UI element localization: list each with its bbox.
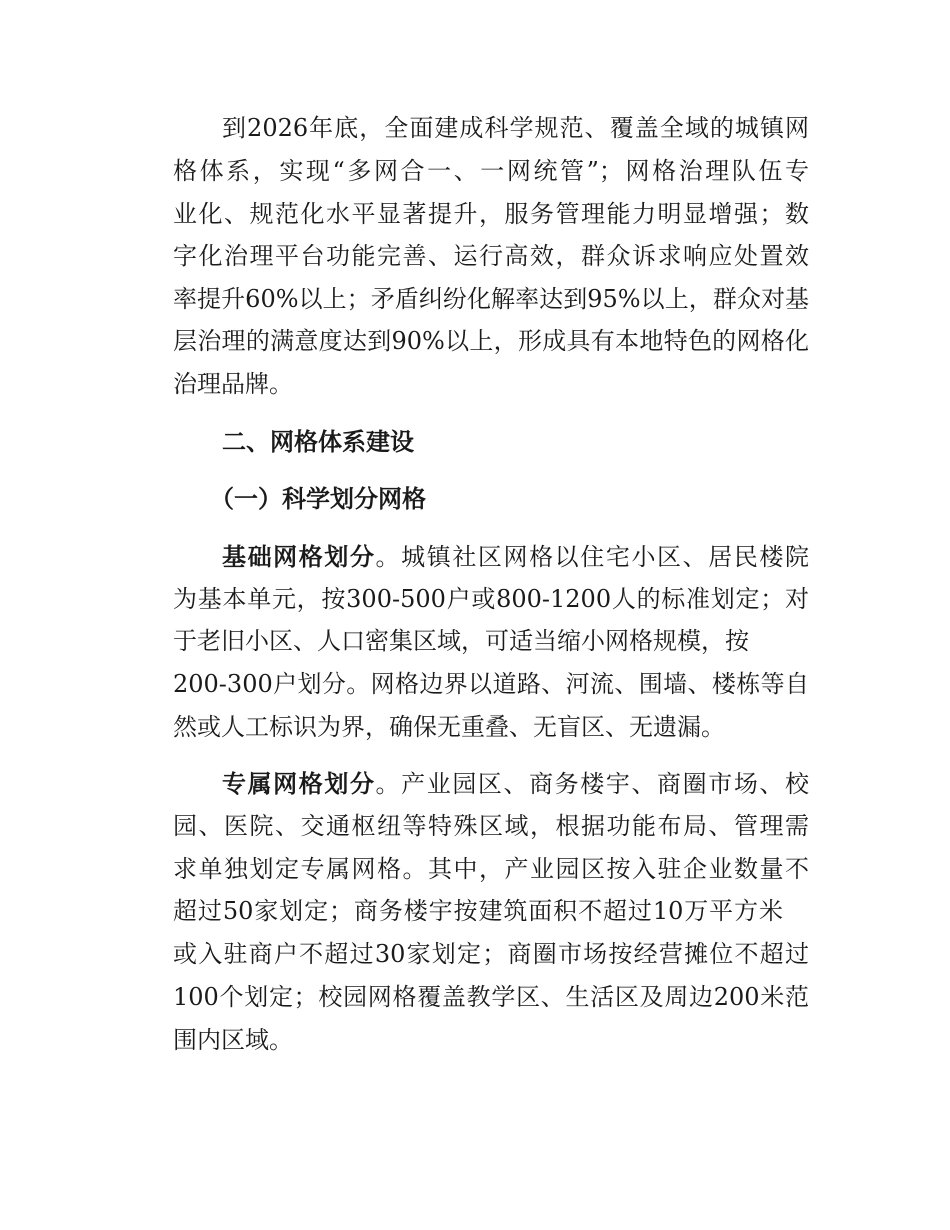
text-line: 200-300户划分。网格边界以道路、河流、围墙、楼栋等自: [173, 670, 809, 698]
text-line: [222, 535, 809, 578]
lead-term: 基础网格划分: [222, 542, 376, 571]
text-run: 。城镇社区网格以住宅小区、居民楼院: [375, 543, 810, 571]
text-line: 围内区域。: [173, 1026, 293, 1054]
text-line: 100个划定；校园网格覆盖教学区、生活区及周边200米范: [173, 983, 809, 1011]
lead-term: 专属网格划分: [222, 769, 376, 798]
text-line: 治理品牌。: [173, 370, 293, 398]
text-line: 超过50家划定；商务楼宇按建筑面积不超过10万平方米: [173, 897, 783, 925]
text-line: 然或人工标识为界，确保无重叠、无盲区、无遗漏。: [173, 713, 725, 741]
text-line: 层治理的满意度达到90%以上，形成具有本地特色的网格化: [173, 327, 809, 355]
text-line: 到2026年底，全面建成科学规范、覆盖全域的城镇网: [222, 114, 809, 142]
text-line: 为基本单元，按300-500户或800-1200人的标准划定；对: [173, 585, 809, 613]
section-heading: 二、网格体系建设: [222, 427, 414, 456]
subsection-heading: （一）科学划分网格: [210, 484, 426, 513]
text-line: [222, 762, 809, 805]
text-line: 字化治理平台功能完善、运行高效，群众诉求响应处置效: [173, 242, 809, 270]
text-line: 率提升60%以上；矛盾纠纷化解率达到95%以上，群众对基: [173, 285, 809, 313]
text-line: 于老旧小区、人口密集区域，可适当缩小网格规模，按: [173, 627, 749, 655]
text-run: 。产业园区、商务楼宇、商圈市场、校: [375, 770, 810, 798]
text-line: 或入驻商户不超过30家划定；商圈市场按经营摊位不超过: [173, 940, 809, 968]
text-line: 园、医院、交通枢纽等特殊区域，根据功能布局、管理需: [173, 812, 809, 840]
text-line: 格体系，实现“多网合一、一网统管”；网格治理队伍专: [173, 157, 809, 185]
text-line: 业化、规范化水平显著提升，服务管理能力明显增强；数: [173, 200, 809, 228]
text-line: 求单独划定专属网格。其中，产业园区按入驻企业数量不: [173, 855, 809, 883]
